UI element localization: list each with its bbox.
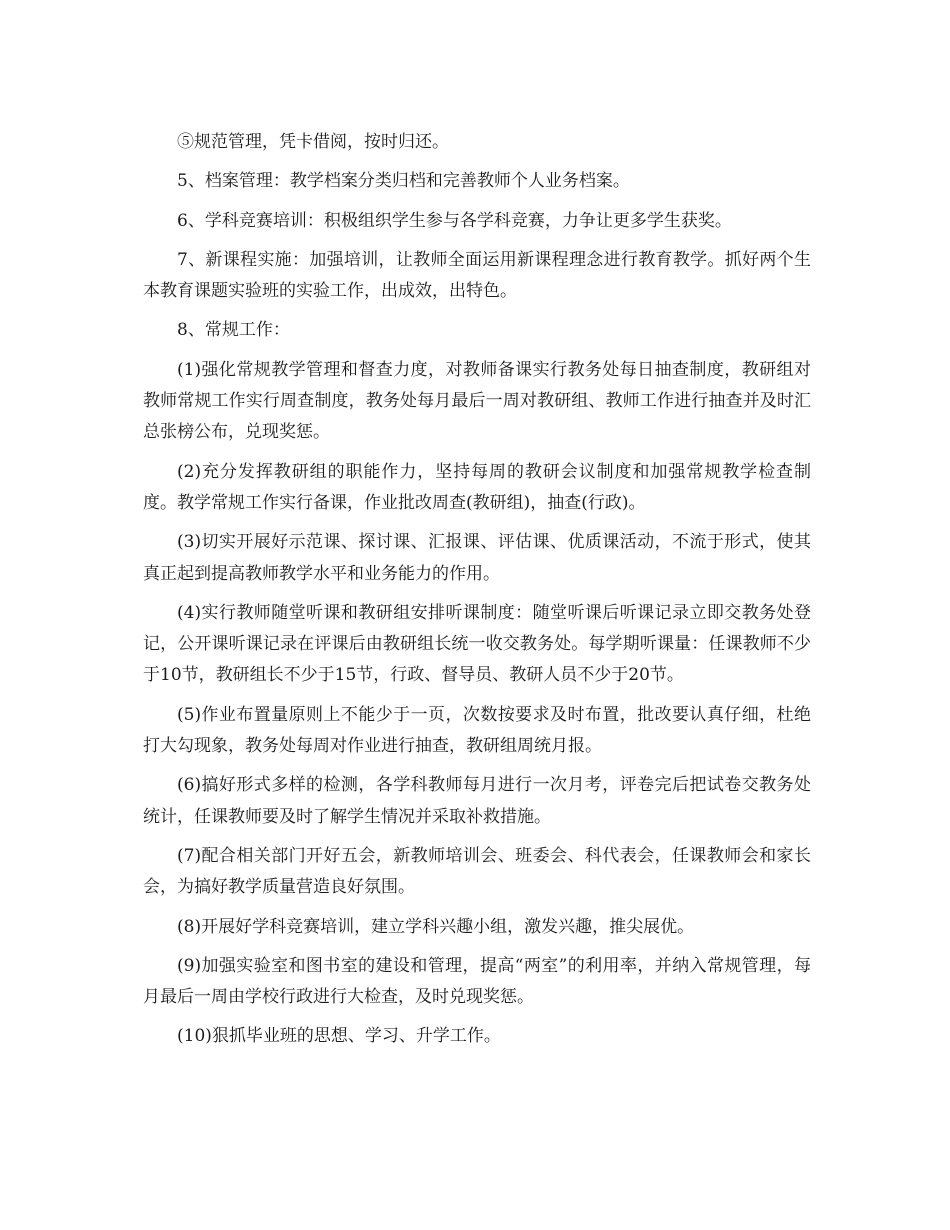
paragraph-6: (1)强化常规教学管理和督查力度，对教师备课实行教务处每日抽查制度，教研组对教师常规工作实行周查制度，教务处每月最后一周对教研组、教师工作进行抽查并及时汇总张榜公布，兑现奖惩。 <box>143 359 811 443</box>
paragraph-8: (3)切实开展好示范课、探讨课、汇报课、评估课、优质课活动，不流于形式，使其真正起到提高教师教学水平和业务能力的作用。 <box>143 532 811 584</box>
paragraph-14: (9)加强实验室和图书室的建设和管理，提高“两室”的利用率，并纳入常规管理，每月最后一周由学校行政进行大检查，及时兑现奖惩。 <box>143 955 811 1008</box>
paragraph-11: (6)搞好形式多样的检测，各学科教师每月进行一次月考，评卷完后把试卷交教务处统计，任课教师要及时了解学生情况并采取补救措施。 <box>143 775 811 827</box>
paragraph-1: ⑤规范管理，凭卡借阅，按时归还。 <box>177 132 449 152</box>
paragraph-10: (5)作业布置量原则上不能少于一页，次数按要求及时布置，批改要认真仔细，杜绝打大勾现象，教务处每周对作业进行抽查，教研组周统月报。 <box>143 704 811 757</box>
document-body <box>143 127 811 1061</box>
paragraph-2: 5、档案管理：教学档案分类归档和完善教师个人业务档案。 <box>177 171 630 192</box>
paragraph-4: 7、新课程实施：加强培训，让教师全面运用新课程理念进行教育教学。抓好两个生本教育课题实验班的实验工作，出成效，出特色。 <box>143 249 811 302</box>
paragraph-5: 8、常规工作： <box>177 320 290 341</box>
paragraph-9: (4)实行教师随堂听课和教研组安排听课制度：随堂听课后听课记录立即交教务处登记，公开课听课记录在评课后由教研组长统一收交教务处。每学期听课量：任课教师不少于10节，教研组长不少于15节，行政、督导员、教研人员不少于20节。 <box>143 602 811 686</box>
paragraph-3: 6、学科竞赛培训：积极组织学生参与各学科竞赛，力争让更多学生获奖。 <box>177 210 732 231</box>
paragraph-15: (10)狠抓毕业班的思想、学习、升学工作。 <box>177 1026 501 1047</box>
paragraph-7: (2)充分发挥教研组的职能作力，坚持每周的教研会议制度和加强常规教学检查制度。教学常规工作实行备课，作业批改周查(教研组)，抽查(行政)。 <box>143 461 811 513</box>
paragraph-13: (8)开展好学科竞赛培训，建立学科兴趣小组，激发兴趣，推尖展优。 <box>177 916 695 937</box>
paragraph-12: (7)配合相关部门开好五会，新教师培训会、班委会、科代表会，任课教师会和家长会，为搞好教学质量营造良好氛围。 <box>143 845 811 898</box>
